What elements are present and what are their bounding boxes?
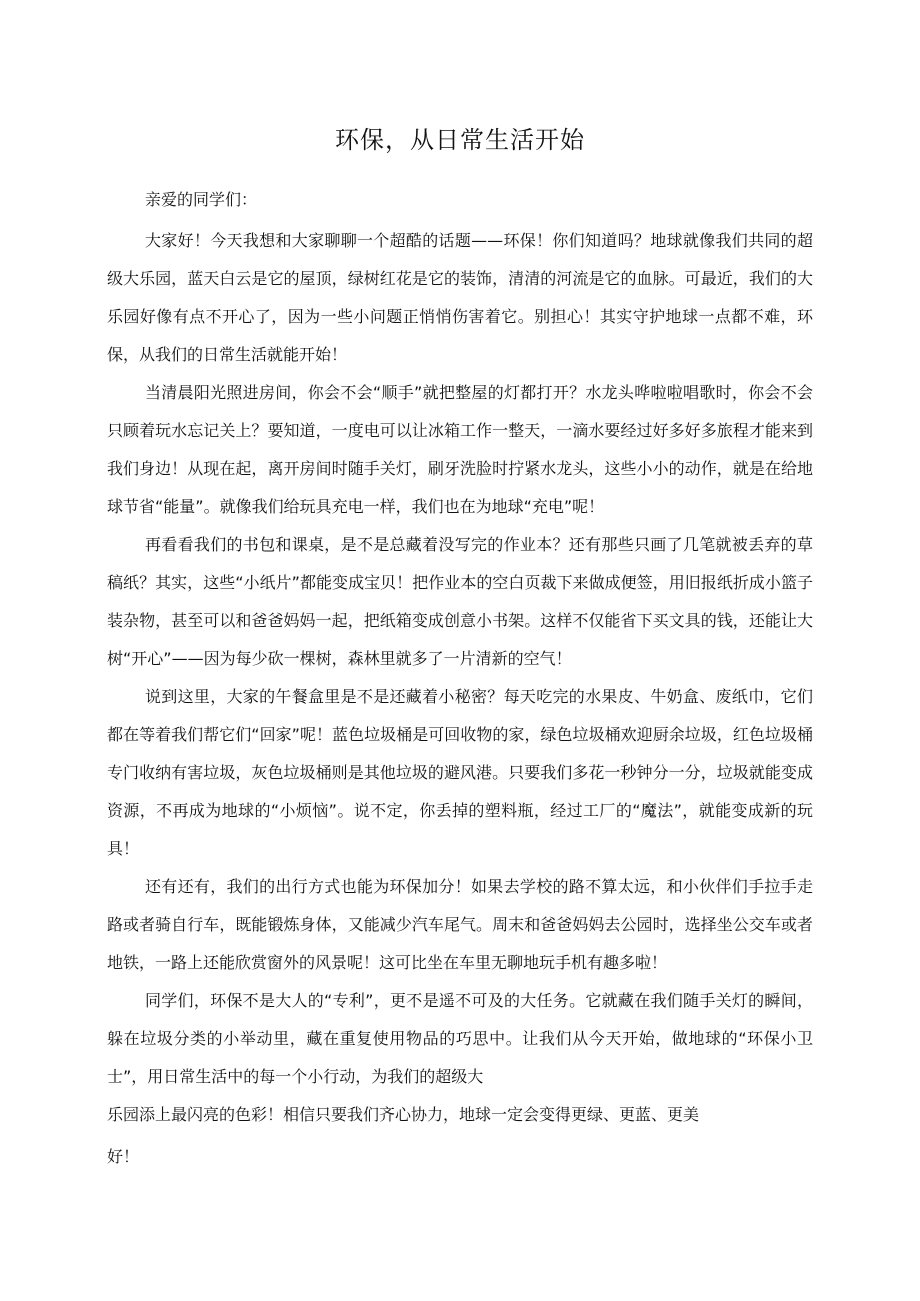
document-body xyxy=(107,222,813,1176)
greeting: 亲爱的同学们： xyxy=(145,190,258,209)
paragraph-tail-line-2: 好！ xyxy=(107,1147,140,1166)
paragraph-sorting: 说到这里，大家的午餐盒里是不是还藏着小秘密？每天吃完的水果皮、牛奶盒、废纸巾，它们都在等着我们帮它们“回家”呢！蓝色垃圾桶是可回收物的家，绿色垃圾桶欢迎厨余垃圾，红色垃圾桶专门收纳有害垃圾，灰色垃圾桶则是其他垃圾的避风港。只要我们多花一秒钟分一分，垃圾就能变成资源，不再成为地球的“小烦恼”。说不定，你丢掉的塑料瓶，经过工厂的“魔法”，就能变成新的玩具！ xyxy=(107,687,813,858)
paragraph-transport: 还有还有，我们的出行方式也能为环保加分！如果去学校的路不算太远，和小伙伴们手拉手走路或者骑自行车，既能锻炼身体，又能减少汽车尾气。周末和爸爸妈妈去公园时，选择坐公交车或者地铁，一路上还能欣赏窗外的风景呢！这可比坐在车里无聊地玩手机有趣多啦！ xyxy=(107,877,813,972)
paragraph-energy: 当清晨阳光照进房间，你会不会“顺手”就把整屋的灯都打开？水龙头哗啦啦唱歌时，你会不会只顾着玩水忘记关上？要知道，一度电可以让冰箱工作一整天，一滴水要经过好多好多旅程才能来到我们身边！从现在起，离开房间时随手关灯，刷牙洗脸时拧紧水龙头，这些小小的动作，就是在给地球节省“能量”。就像我们给玩具充电一样，我们也在为地球“充电”呢！ xyxy=(107,383,813,516)
paragraph-intro: 大家好！今天我想和大家聊聊一个超酷的话题——环保！你们知道吗？地球就像我们共同的超级大乐园，蓝天白云是它的屋顶，绿树红花是它的装饰，清清的河流是它的血脉。可最近，我们的大乐园好像有点不开心了，因为一些小问题正悄悄伤害着它。别担心！其实守护地球一点都不难，环保，从我们的日常生活就能开始！ xyxy=(107,231,813,364)
paragraph-tail-line-1: 乐园添上最闪亮的色彩！相信只要我们齐心协力，地球一定会变得更绿、更蓝、更美 xyxy=(107,1105,700,1124)
document-title: 环保，从日常生活开始 xyxy=(335,126,585,154)
paragraph-conclusion: 同学们，环保不是大人的“专利”，更不是遥不可及的大任务。它就藏在我们随手关灯的瞬间，躲在垃圾分类的小举动里，藏在重复使用物品的巧思中。让我们从今天开始，做地球的“环保小卫士”，用日常生活中的每一个小行动，为我们的超级大 xyxy=(107,991,813,1086)
paragraph-paper: 再看看我们的书包和课桌，是不是总藏着没写完的作业本？还有那些只画了几笔就被丢弃的草稿纸？其实，这些“小纸片”都能变成宝贝！把作业本的空白页裁下来做成便签，用旧报纸折成小篮子装杂物，甚至可以和爸爸妈妈一起，把纸箱变成创意小书架。这样不仅能省下买文具的钱，还能让大树“开心”——因为每少砍一棵树，森林里就多了一片清新的空气！ xyxy=(107,535,813,668)
